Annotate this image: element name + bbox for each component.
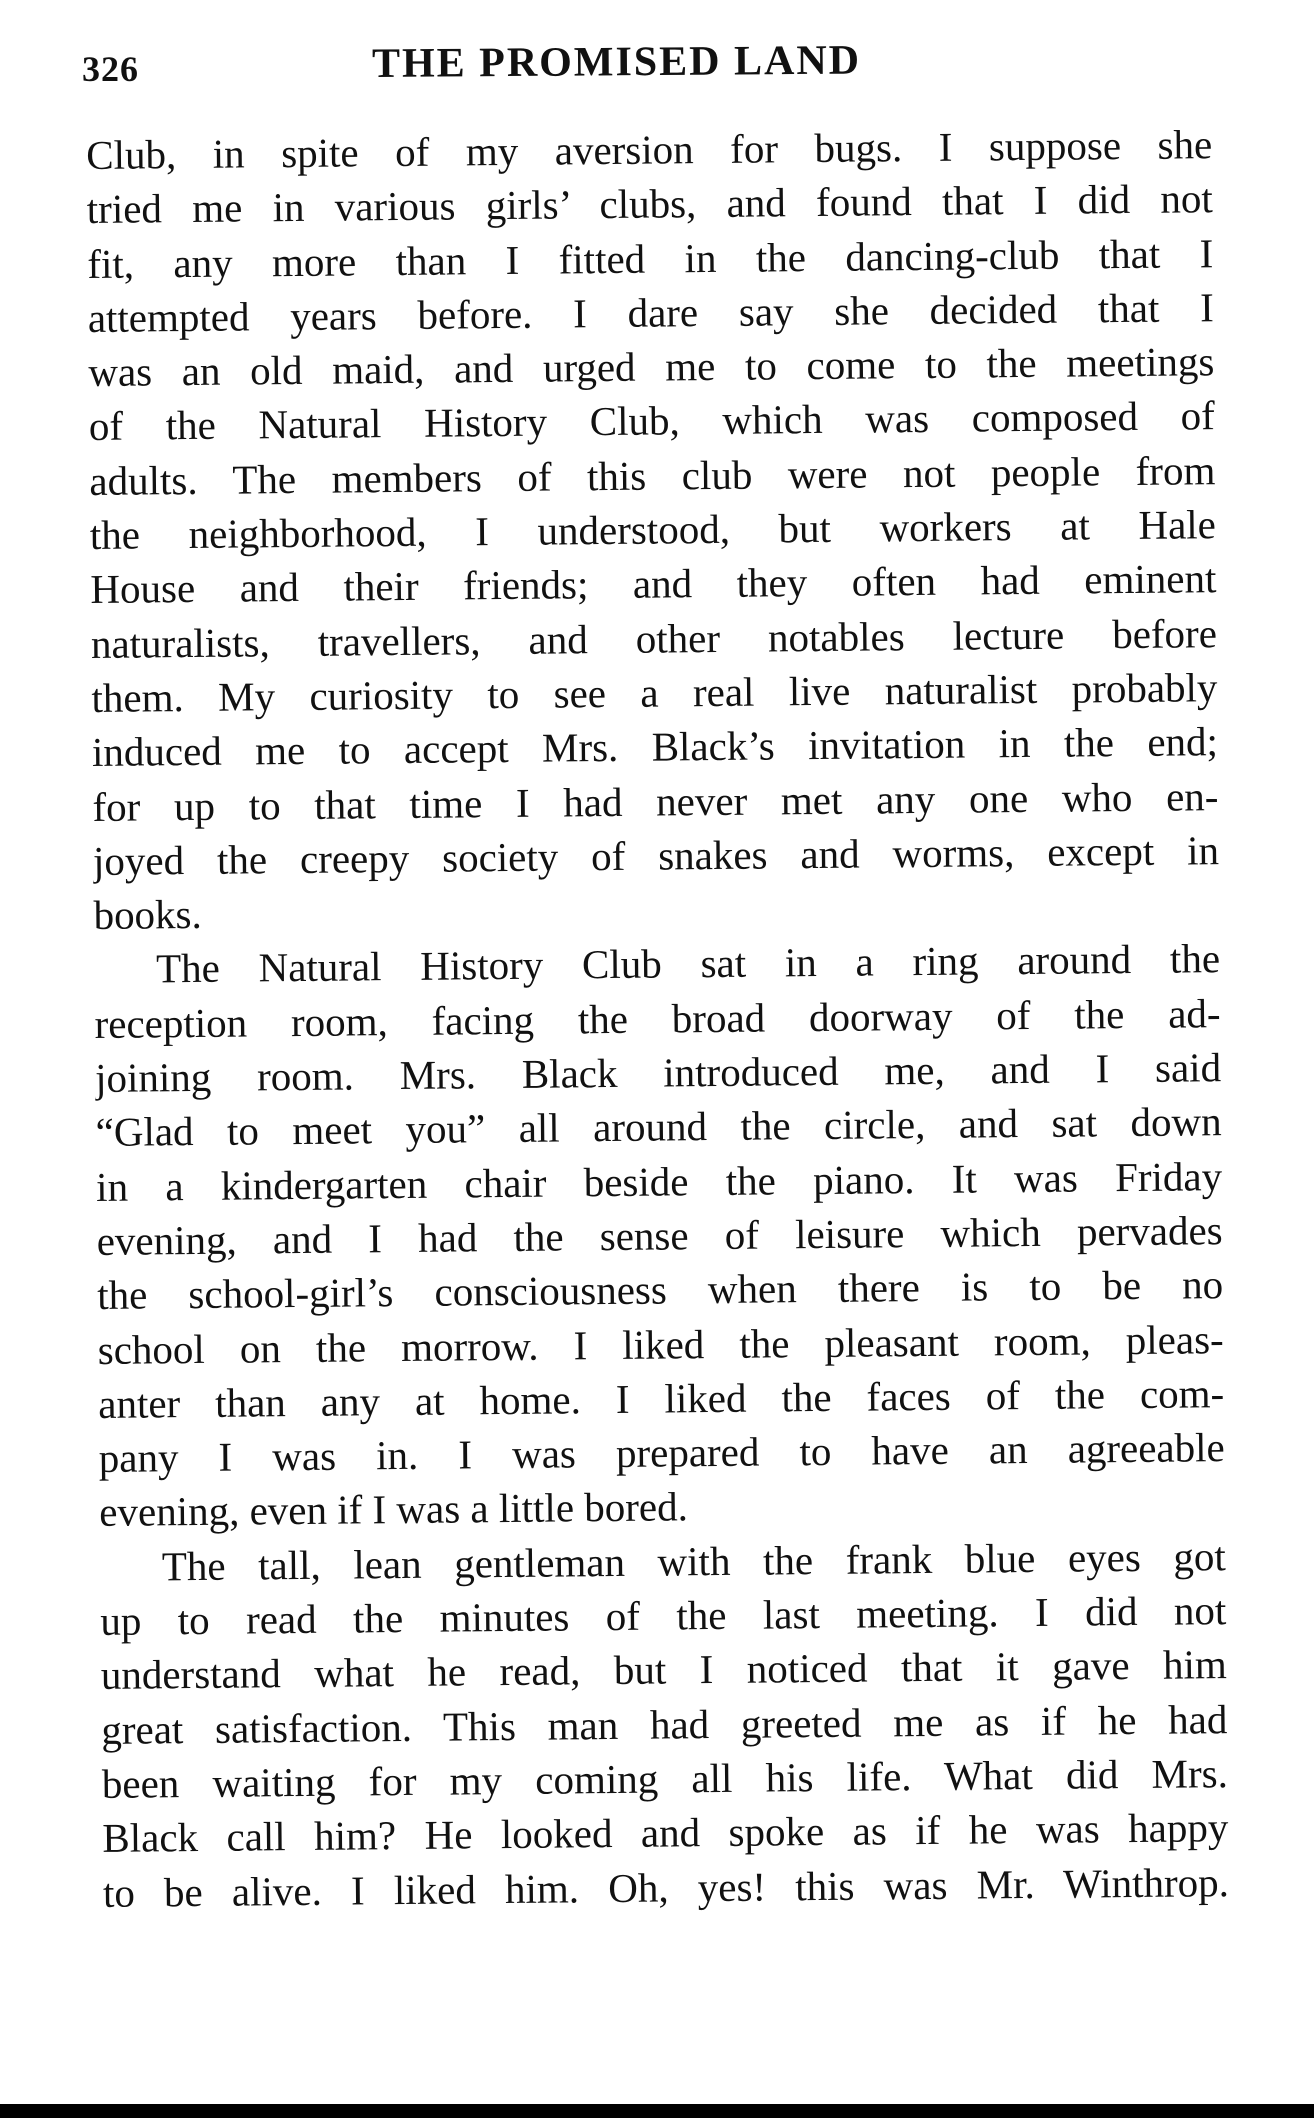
running-head [82,37,1212,100]
paragraph-end-line: books. [93,891,202,939]
text-line: House and their friends; and they often had eminent [90,555,1217,613]
text-line: anter than any at home. I liked the faces of the com- [98,1369,1225,1427]
text-line: joyed the creepy society of snakes and worms, except in [92,827,1220,884]
text-line: been waiting for my coming all his life. What did Mrs. [101,1750,1229,1807]
text-line: for up to that time I had never met any one who en- [92,772,1219,830]
text-line: induced me to accept Mrs. Black’s invitation in the end; [91,718,1219,776]
text-line: school on the morrow. I liked the pleasant room, pleas- [97,1315,1224,1373]
text-line: tried me in various girls’ clubs, and found that I did not [86,175,1213,233]
text-line: joining room. Mrs. Black introduced me, and I said [94,1044,1222,1102]
text-line: Club, in spite of my aversion for bugs. I suppose she [86,121,1213,178]
text-line: “Glad to meet you” all around the circle, and sat down [95,1098,1222,1156]
page-number: 326 [82,49,139,89]
paragraph-first-line: The Natural History Club sat in a ring around the [155,935,1221,992]
text-line: understand what he read, but I noticed that it gave him [100,1641,1228,1699]
text-line: naturalists, travellers, and other notables lecture before [90,609,1218,667]
text-line: great satisfaction. This man had greeted me as if he had [101,1695,1228,1753]
body-text [86,117,1229,1920]
paragraph-first-line: The tall, lean gentleman with the frank blue eyes got [161,1532,1226,1590]
text-line: reception room, facing the broad doorway of the ad- [94,989,1221,1047]
text-line: Black call him? He looked and spoke as if he was happy [102,1804,1229,1862]
text-line: them. My curiosity to see a real live naturalist probably [91,664,1218,721]
text-line: to be alive. I liked him. Oh, yes! this was Mr. Winthrop. [102,1858,1230,1916]
text-line: in a kindergarten chair beside the piano. It was Friday [95,1152,1223,1210]
text-line: the neighborhood, I understood, but workers at Hale [89,501,1217,559]
text-line: fit, any more than I fitted in the dancing-club that I [87,229,1214,287]
text-line: was an old maid, and urged me to come to the meetings [88,338,1215,396]
scan-bottom-border [0,2104,1314,2118]
running-title: THE PROMISED LAND [371,37,862,87]
text-line: adults. The members of this club were not people from [89,446,1216,504]
text-line: evening, and I had the sense of leisure which pervades [96,1207,1223,1264]
text-line: of the Natural History Club, which was composed of [88,392,1216,450]
text-line: the school-girl’s consciousness when there is to be no [96,1261,1224,1319]
paragraph-end-line: evening, even if I was a little bored. [99,1483,689,1536]
text-line: up to read the minutes of the last meeting. I did not [100,1587,1227,1644]
text-line: pany I was in. I was prepared to have an agreeable [98,1424,1225,1482]
text-line: attempted years before. I dare say she decided that I [87,284,1214,341]
